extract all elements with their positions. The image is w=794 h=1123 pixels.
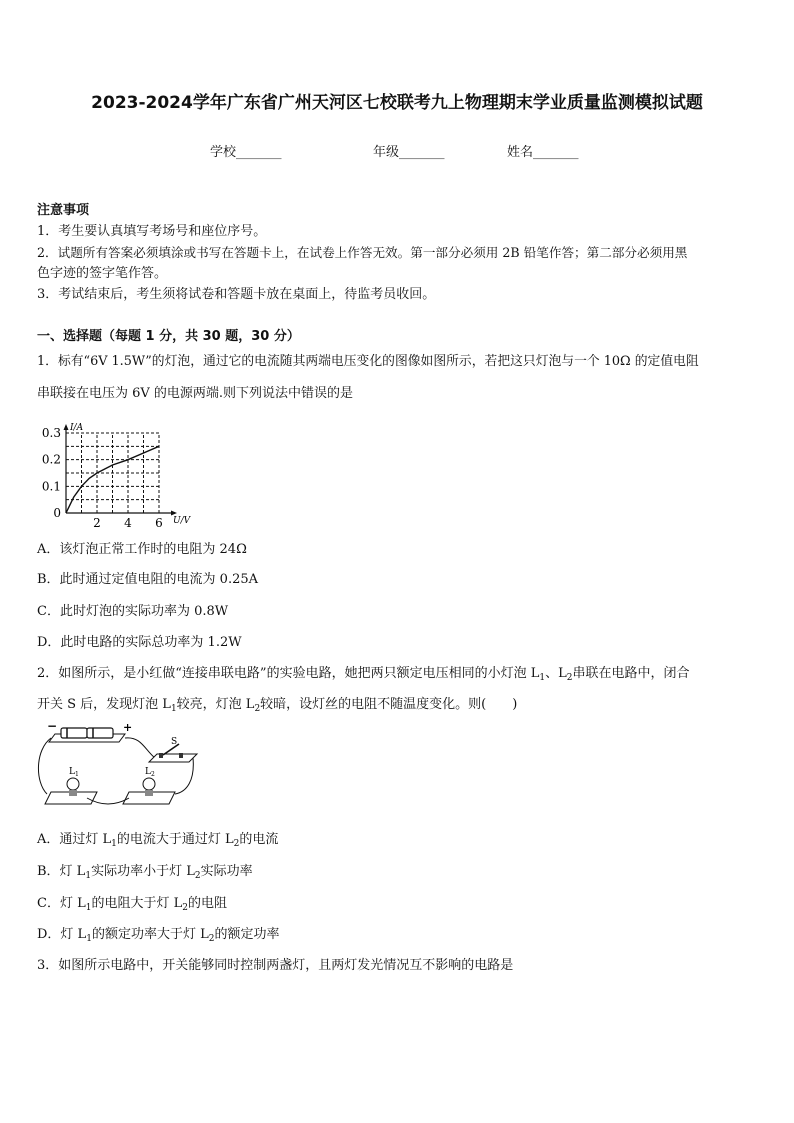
y-axis-label: I/A: [70, 423, 84, 433]
wire-left: [38, 738, 51, 794]
school-blank: _______: [236, 145, 282, 160]
x-axis-arrow: [171, 511, 177, 516]
lamp-l2-bulb: [143, 778, 155, 790]
grade-field: [373, 141, 445, 160]
plus-terminal-label: +: [123, 721, 133, 734]
q2-c-sub1: 1: [85, 903, 92, 913]
lamp-l1-bulb: [67, 778, 79, 790]
q2-c-mid: 的电阻大于灯 L: [91, 896, 183, 911]
q2-a-pre: A．通过灯 L: [37, 832, 112, 847]
notice-heading: 注意事项: [37, 203, 90, 218]
q2-line2-sub2: 2: [254, 704, 261, 714]
switch-contact-2: [179, 753, 183, 758]
q2-option-b: [37, 863, 253, 885]
q2-line1-sub2: 2: [566, 673, 573, 683]
notice-item-2-line-2: 色字迹的签字笔作答。: [37, 266, 168, 281]
q2-line2-c: 较暗，设灯丝的电阻不随温度变化。则( ): [260, 697, 518, 712]
switch-base: [149, 754, 197, 762]
y-tick-label: 0.1: [41, 479, 61, 494]
minus-terminal-label: −: [47, 720, 58, 733]
q1-stem-line-2: 串联接在电压为 6V 的电源两端.则下列说法中错误的是: [37, 386, 354, 401]
lamp-l1-socket: [69, 790, 77, 796]
q2-c-sub2: 2: [182, 903, 188, 913]
q2-option-c: [37, 895, 227, 917]
q2-c-post: 的电阻: [187, 896, 227, 911]
q2-line2-sub1: 1: [170, 704, 177, 714]
switch-label: S: [171, 737, 178, 747]
y-tick-label: 0.3: [41, 426, 61, 440]
wire-switch-to-l2: [175, 758, 193, 794]
q2-d-sub1: 1: [86, 934, 92, 944]
q2-a-mid: 的电流大于通过灯 L: [116, 832, 234, 847]
graph-axes: [64, 424, 178, 516]
battery-cell-2: [87, 728, 113, 738]
q1-option-b: B．此时通过定值电阻的电流为 0.25A: [37, 572, 259, 587]
x-tick-label: 6: [155, 516, 163, 528]
y-tick-label: 0: [53, 506, 61, 520]
q3-stem: 3．如图所示电路中，开关能够同时控制两盏灯，且两灯发光情况互不影响的电路是: [37, 958, 514, 973]
q2-line1-post: 串联在电路中，闭合: [572, 666, 690, 681]
page-title: 2023-2024学年广东省广州天河区七校联考九上物理期末学业质量监测模拟试题: [91, 93, 703, 113]
q2-b-mid: 实际功率小于灯 L: [91, 864, 195, 879]
lamp-l1-label: $L_1$: [69, 767, 79, 778]
name-field: [507, 141, 579, 160]
wire-top-right: [125, 738, 155, 758]
grade-label: 年级: [373, 145, 400, 160]
lamp-l1-label-sub: 1: [74, 771, 79, 778]
q1-option-c: C．此时灯泡的实际功率为 0.8W: [37, 604, 229, 619]
q2-a-sub1: 1: [111, 839, 117, 849]
q2-stem-line-2: [37, 696, 517, 718]
q2-stem-line-1: [37, 665, 689, 687]
q2-line1-sub1: 1: [539, 673, 546, 683]
q2-option-a: [37, 831, 278, 853]
q2-a-sub2: 2: [233, 839, 240, 849]
school-field: [210, 141, 282, 160]
x-axis-label: U/V: [173, 516, 191, 526]
q1-option-a: A．该灯泡正常工作时的电阻为 24Ω: [37, 542, 247, 557]
q2-line2-b: 较亮，灯泡 L: [176, 697, 255, 712]
q1-stem-line-1: 1．标有“6V 1.5W”的灯泡，通过它的电流随其两端电压变化的图像如图所示，若把这只灯泡与一个 10Ω 的定值电阻: [37, 354, 699, 369]
notice-item-2-line-1: 2．试题所有答案必须填涂或书写在答题卡上，在试卷上作答无效。第一部分必须用 2B 铅笔作答；第二部分必须用黑: [37, 245, 688, 260]
q2-line1-mid: 、L: [545, 666, 567, 681]
q2-b-sub2: 2: [194, 871, 201, 881]
graph-grid: [66, 433, 159, 513]
q2-b-post: 实际功率: [200, 864, 253, 879]
q2-d-sub2: 2: [208, 934, 215, 944]
q1-option-d: D．此时电路的实际总功率为 1.2W: [37, 635, 242, 650]
q2-c-pre: C．灯 L: [37, 896, 86, 911]
q2-line1-pre: 2．如图所示，是小红做“连接串联电路”的实验电路，她把两只额定电压相同的小灯泡 L: [37, 666, 540, 681]
q2-d-post: 的额定功率: [214, 927, 280, 942]
q2-b-pre: B．灯 L: [37, 864, 86, 879]
q2-d-mid: 的额定功率大于灯 L: [91, 927, 209, 942]
q2-option-d: [37, 926, 279, 948]
notice-item-3: 3．考试结束后，考生须将试卷和答题卡放在桌面上，待监考员收回。: [37, 287, 436, 302]
x-tick-label: 2: [93, 516, 101, 528]
y-axis-arrow: [64, 424, 69, 430]
series-circuit-diagram: [37, 720, 207, 820]
q2-d-pre: D．灯 L: [37, 927, 87, 942]
q2-line2-a: 开关 S 后，发现灯泡 L: [37, 697, 171, 712]
section-heading: 一、选择题（每题 1 分，共 30 题，30 分）: [37, 329, 300, 344]
y-tick-label: 0.2: [41, 452, 61, 467]
switch-contact-1: [159, 753, 163, 758]
lamp-l2-socket: [145, 790, 153, 796]
lamp-l2-label-sub: 2: [150, 771, 155, 778]
notice-item-1: 1．考生要认真填写考场号和座位序号。: [37, 224, 267, 239]
grade-blank: _______: [399, 145, 445, 160]
school-label: 学校: [210, 145, 237, 160]
q2-a-post: 的电流: [239, 832, 279, 847]
q2-b-sub1: 1: [85, 871, 92, 881]
name-label: 姓名: [507, 145, 534, 160]
battery-cell-1: [61, 728, 87, 738]
x-tick-label: 4: [124, 516, 132, 528]
iu-graph: [37, 418, 197, 528]
name-blank: _______: [533, 145, 579, 160]
lamp-l2-label: $L_2$: [145, 767, 155, 778]
